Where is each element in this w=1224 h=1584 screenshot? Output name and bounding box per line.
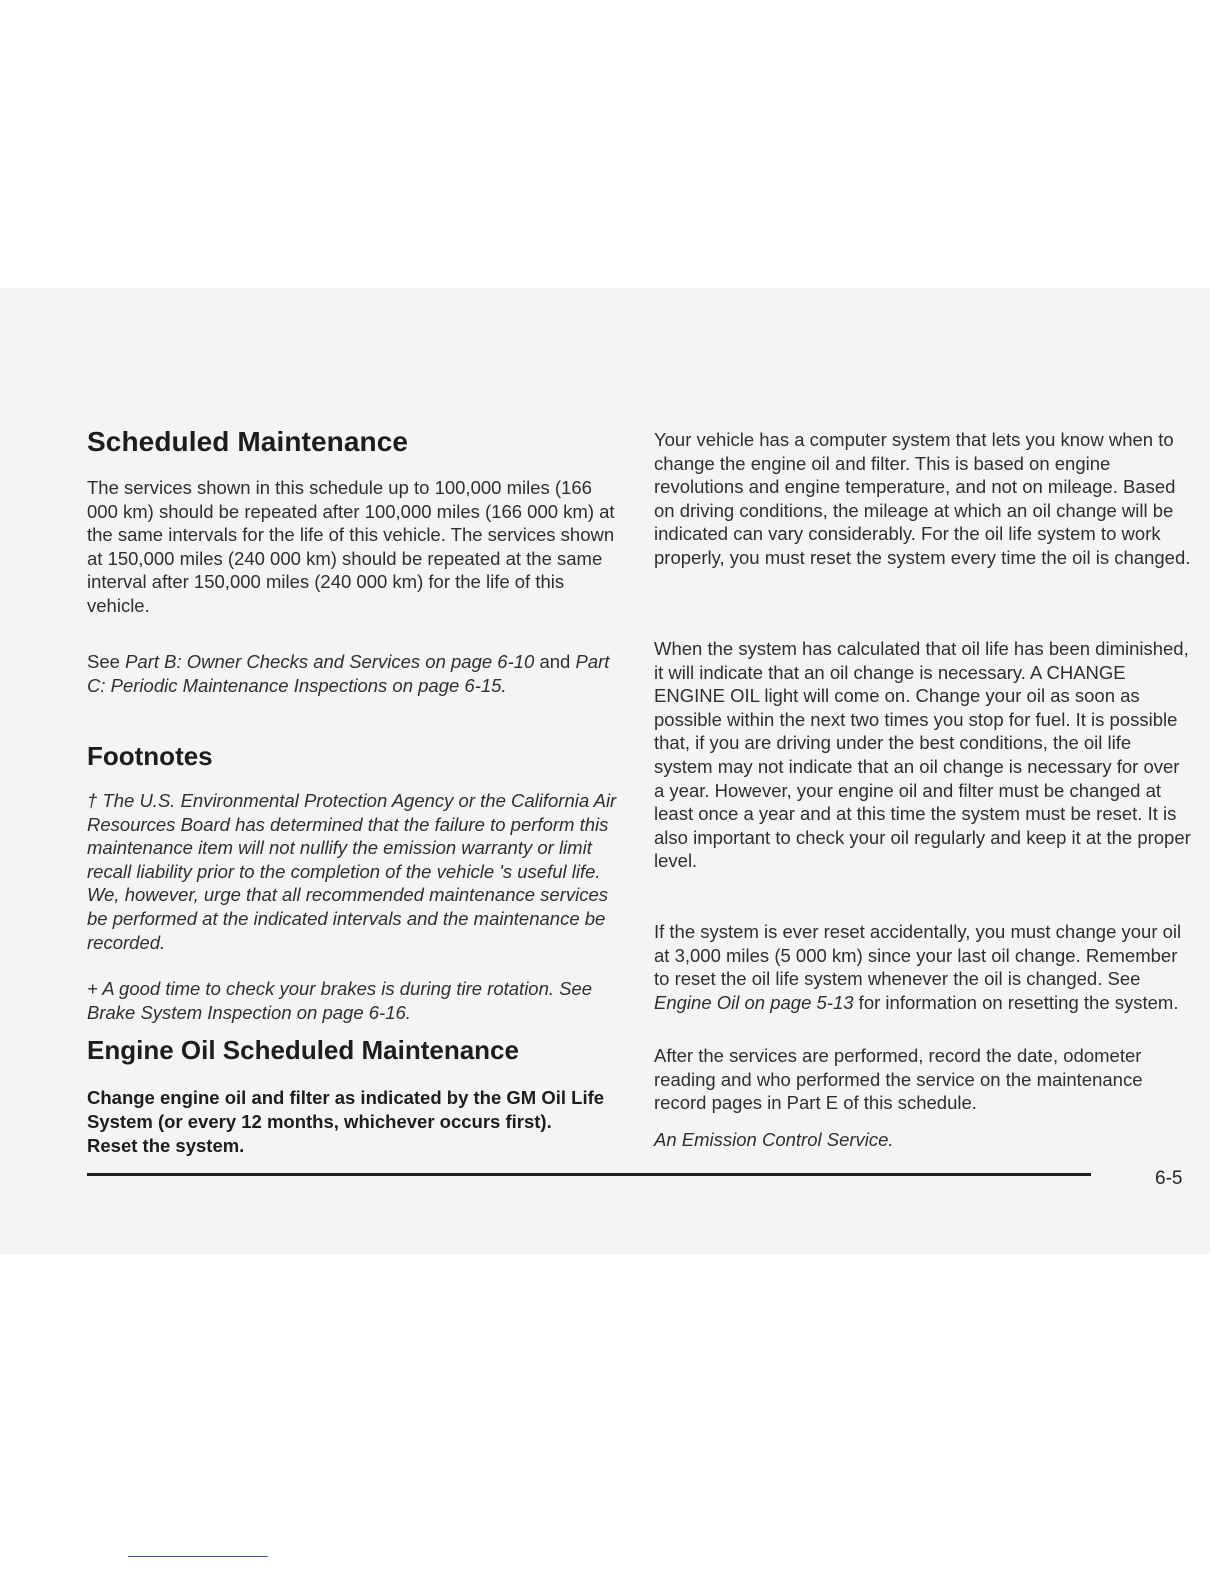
page-content-band: [0, 288, 1210, 1254]
section-title-engine-oil: Engine Oil Scheduled Maintenance: [87, 1035, 519, 1065]
right-paragraph-1: Your vehicle has a computer system that lets you know when to change the engine oil and filter. This is based on engine revolutions and engine temperature, and not on mileage. Based on driving conditions, the mileage at which an oil change will be indicated can vary considerably. For the oil life system to work properly, you must reset the system every time the oil is changed.: [654, 429, 1191, 568]
section-title-footnotes: Footnotes: [87, 741, 213, 771]
footnote-plus: + A good time to check your brakes is during tire rotation. See Brake System Inspection on page 6-16.: [87, 978, 593, 1023]
footnote-dagger: † The U.S. Environmental Protection Agency or the California Air Resources Board has determined that the failure to perform this maintenance item will not nullify the emission warranty or limit recall liability prior to the completion of the vehicle 's useful life. We, however, urge that all recommended maintenance services be performed at the indicated intervals and the maintenance be recorded.: [87, 790, 617, 953]
right-paragraph-4: After the services are performed, record the date, odometer reading and who performed the service on the maintenance record pages in Part E of this schedule.: [654, 1045, 1143, 1114]
see-reference-paragraph: [87, 650, 615, 697]
link-part-c[interactable]: Part C: Periodic Maintenance Inspections on page 6-15.: [87, 651, 610, 696]
right-paragraph-2: When the system has calculated that oil life has been diminished, it will indicate that an oil change is necessary. A CHANGE ENGINE OIL light will come on. Change your oil as soon as possible within the next two times you stop for fuel. It is possible that, if you are driving under the best conditions, the oil life system may not indicate that an oil change is necessary for over a year. However, your engine oil and filter must be changed at least once a year and at this time the system must be reset. It is also important to check your oil regularly and keep it at the proper level.: [654, 638, 1191, 872]
emission-control-note: An Emission Control Service.: [654, 1129, 894, 1150]
see-middle: and: [534, 651, 576, 672]
link-engine-oil[interactable]: Engine Oil on page 5-13: [654, 991, 854, 1013]
footer-rule: [87, 1173, 1091, 1176]
intro-paragraph: The services shown in this schedule up to 100,000 miles (166 000 km) should be repeated after 100,000 miles (166 000 km) at the same intervals for the life of this vehicle. The services shown at 150,000 miles (240 000 km) should be repeated at the same interval after 150,000 miles (240 000 km) for the life of this vehicle.: [87, 477, 615, 616]
section-title-scheduled-maintenance: Scheduled Maintenance: [87, 426, 409, 457]
p3-start: If the system is ever reset accidentally, you must change your oil at 3,000 miles (5 000 km) since your last oil change. Remember to reset the oil life system whenever the oil is changed. See: [654, 921, 1182, 990]
p3-end: for information on resetting the system.: [853, 991, 1179, 1013]
engine-oil-instruction: Change engine oil and filter as indicated by the GM Oil Life System (or every 12 months, whichever occurs first). Reset the system.: [87, 1087, 605, 1156]
see-prefix: See: [87, 651, 126, 672]
link-part-b[interactable]: Part B: Owner Checks and Services on page 6-10: [125, 651, 535, 672]
bottom-link-underline[interactable]: [128, 1556, 268, 1557]
right-paragraph-3: [654, 920, 1194, 1014]
page-number: 6-5: [1155, 1168, 1183, 1189]
